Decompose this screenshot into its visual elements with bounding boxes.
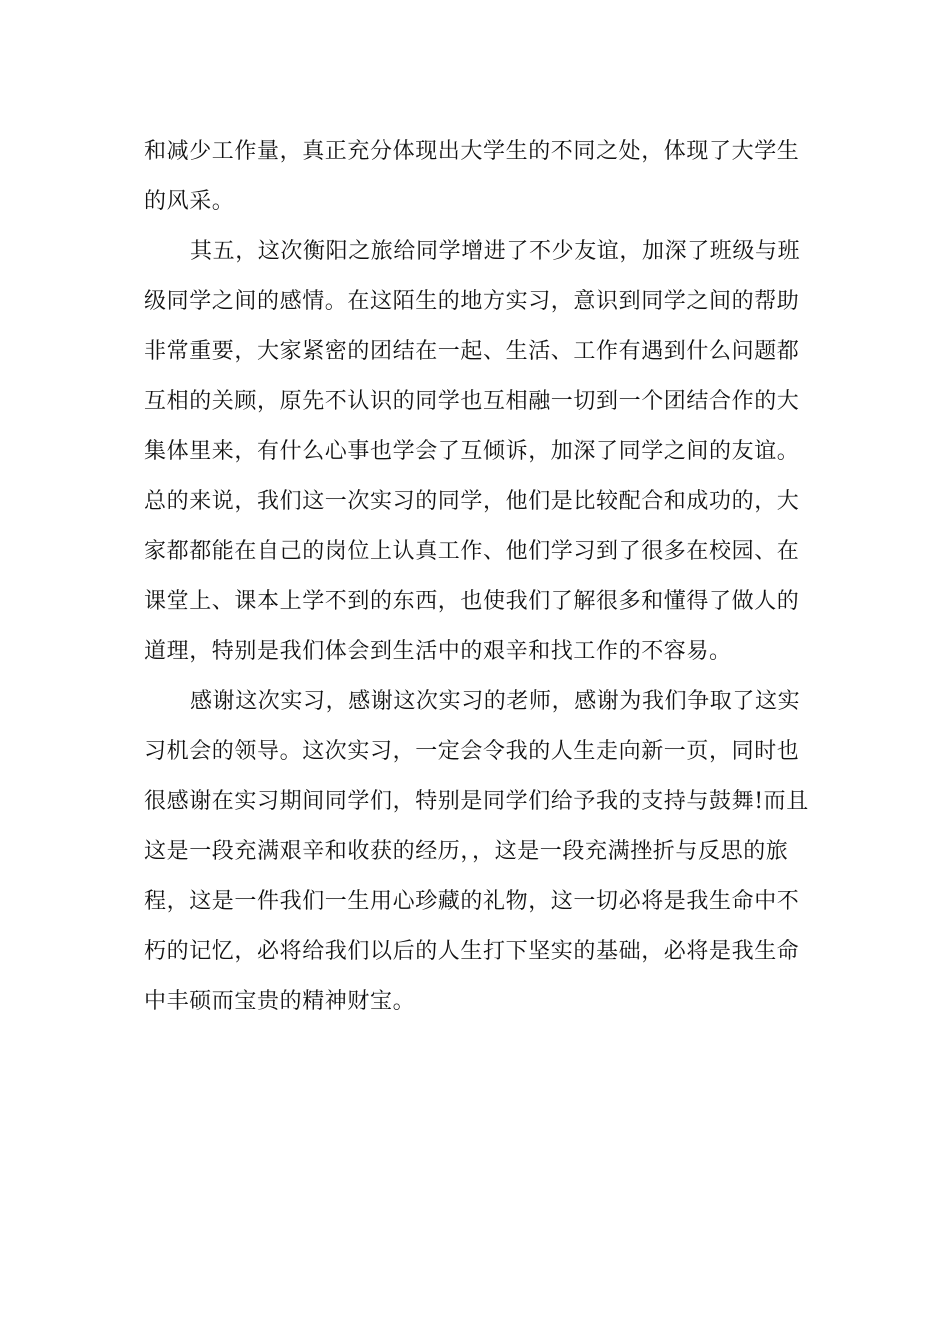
text-line: 课堂上、课本上学不到的东西，也使我们了解很多和懂得了做人的 [144, 589, 800, 614]
text-line: 习机会的领导。这次实习，一定会令我的人生走向新一页，同时也 [144, 739, 800, 764]
text-line: 这是一段充满艰辛和收获的经历，，这是一段充满挫折与反思的旅 [144, 839, 789, 864]
text-line: 道理，特别是我们体会到生活中的艰辛和找工作的不容易。 [144, 639, 732, 664]
text-line: 朽的记忆，必将给我们以后的人生打下坚实的基础，必将是我生命 [144, 939, 800, 964]
text-line: 很感谢在实习期间同学们，特别是同学们给予我的支持与鼓舞!而且 [144, 789, 809, 814]
text-line: 家都都能在自己的岗位上认真工作、他们学习到了很多在校园、在 [144, 539, 800, 564]
text-line: 程，这是一件我们一生用心珍藏的礼物，这一切必将是我生命中不 [144, 889, 800, 914]
text-line: 的风采。 [144, 189, 235, 214]
paragraph-first-line: 感谢这次实习，感谢这次实习的老师，感谢为我们争取了这实 [190, 689, 801, 714]
text-line: 互相的关顾，原先不认识的同学也互相融一切到一个团结合作的大 [144, 389, 800, 414]
text-line: 和减少工作量，真正充分体现出大学生的不同之处，体现了大学生 [144, 139, 800, 164]
text-line: 集体里来，有什么心事也学会了互倾诉，加深了同学之间的友谊。 [144, 439, 800, 464]
text-line: 非常重要，大家紧密的团结在一起、生活、工作有遇到什么问题都 [144, 339, 800, 364]
text-line: 中丰硕而宝贵的精神财宝。 [144, 989, 416, 1014]
paragraph-first-line: 其五，这次衡阳之旅给同学增进了不少友谊，加深了班级与班 [190, 239, 801, 264]
text-line: 级同学之间的感情。在这陌生的地方实习，意识到同学之间的帮助 [144, 289, 800, 314]
text-line: 总的来说，我们这一次实习的同学，他们是比较配合和成功的，大 [144, 489, 800, 514]
